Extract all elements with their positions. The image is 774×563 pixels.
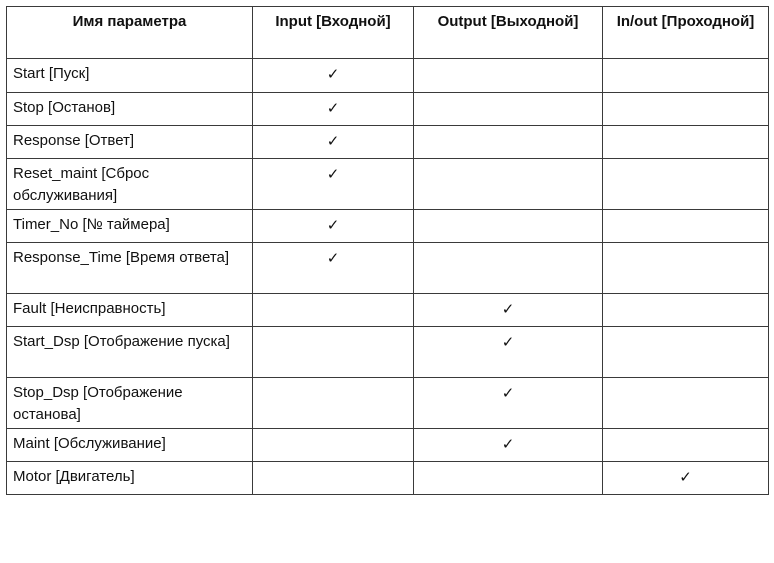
parameter-name-cell: Start [Пуск] — [7, 59, 253, 93]
header-row — [7, 7, 769, 59]
parameter-name-cell: Fault [Неисправность] — [7, 294, 253, 327]
parameter-name-cell: Stop [Останов] — [7, 93, 253, 126]
output-cell — [414, 93, 603, 126]
inout-cell — [603, 159, 769, 210]
output-cell — [414, 378, 603, 429]
table-row — [7, 429, 769, 462]
output-cell — [414, 429, 603, 462]
table-row — [7, 294, 769, 327]
table-row — [7, 93, 769, 126]
output-cell — [414, 210, 603, 243]
input-cell — [253, 126, 414, 159]
parameter-name-cell: Motor [Двигатель] — [7, 462, 253, 495]
output-cell — [414, 462, 603, 495]
inout-cell — [603, 243, 769, 294]
inout-cell — [603, 294, 769, 327]
input-cell — [253, 93, 414, 126]
inout-cell — [603, 59, 769, 93]
header-input: Input [Входной] — [253, 7, 414, 59]
table-row — [7, 462, 769, 495]
inout-cell — [603, 378, 769, 429]
parameter-name-cell: Response [Ответ] — [7, 126, 253, 159]
checkmark-icon: ✓ — [679, 468, 692, 486]
input-cell — [253, 294, 414, 327]
output-cell — [414, 327, 603, 378]
parameter-table — [6, 6, 769, 495]
table-row — [7, 327, 769, 378]
output-cell — [414, 59, 603, 93]
checkmark-icon: ✓ — [326, 249, 340, 267]
input-cell — [253, 159, 414, 210]
inout-cell — [603, 210, 769, 243]
checkmark-icon: ✓ — [501, 300, 515, 318]
header-parameter-name: Имя параметра — [7, 7, 253, 59]
inout-cell — [603, 462, 769, 495]
parameter-name-cell: Response_Time [Время ответа] — [7, 243, 253, 294]
parameter-name-cell: Stop_Dsp [Отображение останова] — [7, 378, 253, 429]
input-cell — [253, 378, 414, 429]
input-cell — [253, 429, 414, 462]
table-row — [7, 210, 769, 243]
checkmark-icon: ✓ — [326, 99, 340, 117]
input-cell — [253, 210, 414, 243]
header-output: Output [Выходной] — [414, 7, 603, 59]
table-body — [7, 59, 769, 495]
inout-cell — [603, 126, 769, 159]
checkmark-icon: ✓ — [501, 384, 515, 402]
checkmark-icon: ✓ — [501, 435, 515, 453]
table-row — [7, 59, 769, 93]
parameter-name-cell: Reset_maint [Сброс обслуживания] — [7, 159, 253, 210]
table-row — [7, 243, 769, 294]
input-cell — [253, 327, 414, 378]
checkmark-icon: ✓ — [326, 132, 340, 150]
output-cell — [414, 243, 603, 294]
inout-cell — [603, 327, 769, 378]
input-cell — [253, 462, 414, 495]
checkmark-icon: ✓ — [326, 165, 340, 183]
inout-cell — [603, 93, 769, 126]
parameter-name-cell: Maint [Обслуживание] — [7, 429, 253, 462]
table-row — [7, 159, 769, 210]
header-inout: In/out [Проходной] — [603, 7, 769, 59]
output-cell — [414, 159, 603, 210]
input-cell — [253, 243, 414, 294]
parameter-name-cell: Timer_No [№ таймера] — [7, 210, 253, 243]
output-cell — [414, 294, 603, 327]
input-cell — [253, 59, 414, 93]
table-row — [7, 126, 769, 159]
parameter-name-cell: Start_Dsp [Отображение пуска] — [7, 327, 253, 378]
checkmark-icon: ✓ — [326, 65, 340, 83]
inout-cell — [603, 429, 769, 462]
checkmark-icon: ✓ — [326, 216, 340, 234]
checkmark-icon: ✓ — [501, 333, 515, 351]
table-row — [7, 378, 769, 429]
output-cell — [414, 126, 603, 159]
